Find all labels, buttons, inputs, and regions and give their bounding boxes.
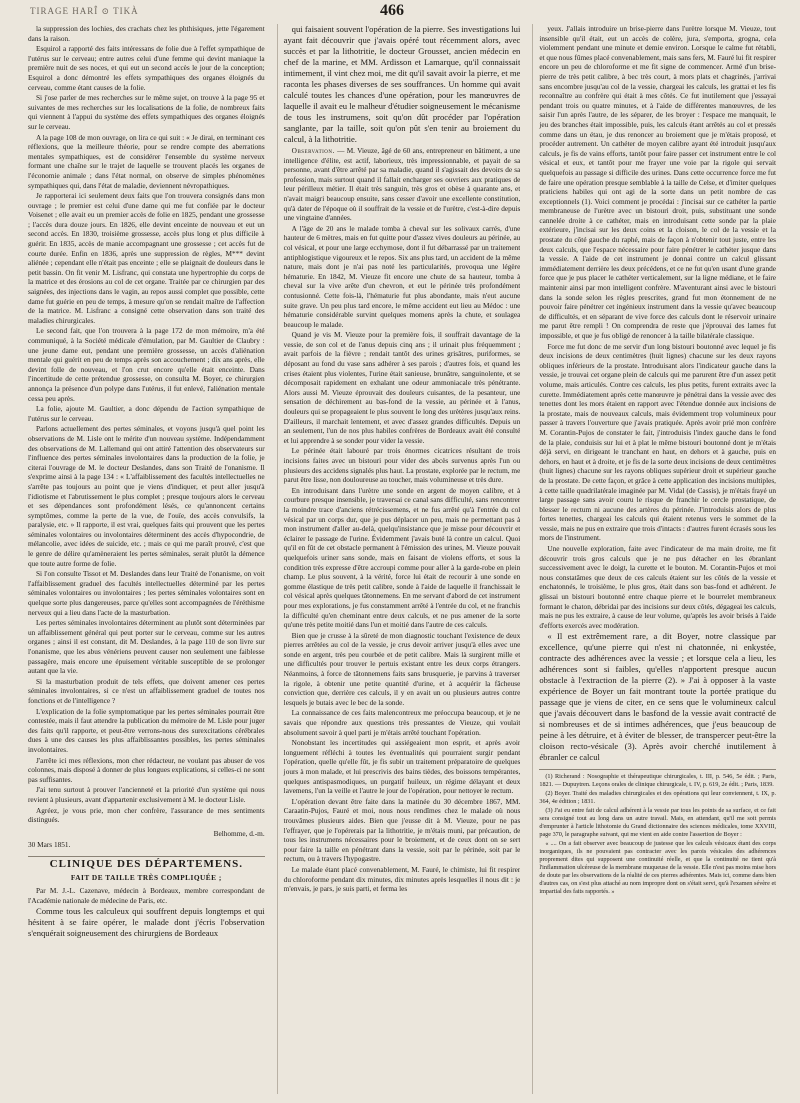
paragraph: Force me fut donc de me servir d'un long bistouri boutonné avec lequel je fis deux incisions de deux centimètres (huit lignes) chacune sur les deux rayons obliques inférieurs de la prostate. Introduisant alors l'indicateur gauche dans la vessie, je trouvai cet organe plein de calculs qui me parurent être d'un assez petit volume, mais articulés. Contre ces calculs, les plus petits, furent extraits avec la curette. Immédiatement après cette manœuvre je pénétrai dans la vessie avec des tenettes dont les mors étaient en rapport avec l'étendue donnée aux incisions de la prostate, mais de nouveaux calculs, mais évidemment trop volumineux pour passer à travers l'ouverture que j'avais pratiquée. Après avoir prié mon confrère M. Corantin-Pujos de constater le fait, j'introduisis l'index gauche dans le fond de la plaie, conduisis sur lui et à plat le même bistouri boutonné dont je m'étais déjà servi, en dirigeant le tranchant en haut, en dehors et à gauche, puis en dehors, en haut et à droite, et je fis de la sorte deux incisions de deux centimètres (huit lignes) chacune sur les rayons obliques supérieur droit et supérieur gauche de la prostate. De cette façon, et grâce à cette application des incisions multiples, à cette taille quadrilatérale imaginée par M. Vidal (de Cassis), je m'étais frayé un large passage sans avoir couru le risque de franchir le cercle prostatique, de blesser le rectum ni aucune des artères du périnée. J'introduisis alors de plus fortes tenettes, chargeai les calculs qui étaient retenus vers le sommet de la vessie, mais ne pus en extraire que trois d'intacts : d'autres furent écrasés sous les mors de l'instrument. (539, 341, 777, 543)
paragraph: Si l'on consulte Tissot et M. Deslandes dans leur Traité de l'onanisme, on voit l'affaiblissement graduel des facultés intellectuelles déterminé par les pertes séminales volontaires ou involontaires ; les pertes séminales volontaires sont en quelque sorte plus dangereuses, parce qu'elles sont accompagnées de l'éréthisme nerveux qui a lieu dans l'acte de la masturbation. (28, 569, 265, 617)
paragraph: La folie, ajoute M. Gaultier, a donc dépendu de l'action sympathique de l'utérus sur le cerveau. (28, 404, 265, 423)
paragraph: Si la masturbation produit de tels effets, que doivent amener ces pertes séminales involontaires, si ce n'est un affaiblissement graduel de toutes nos fonctions et de l'intelligence ? (28, 676, 265, 705)
paragraph: Parlons actuellement des pertes séminales, et voyons jusqu'à quel point les observations de M. Lisle ont le mérite d'un nouveau système. Indépendamment des observations de M. Lallemand qui ont attiré l'attention des observateurs sur l'influence des pertes séminales involontaires dans la production de la folie, je citerai l'ouvrage de M. le docteur Deslandes, dans son Traité de l'onanisme. Il s'exprime ainsi à la page 134 : « L'affaiblissement des facultés intellectuelles ne s'arrête pas toujours au point que je viens d'indiquer, et peut aller jusqu'à l'idiotisme et l'abrutissement le plus complet ; presque toujours alors le cerveau et ses dépendances sont profondément lésés, ce qu'annoncent certains symptômes, comme la perte de la vue, de l'ouïe, des accès convulsifs, la paralysie, etc. » Il rapporte, il est vrai, quelques faits qui prouvent que les pertes séminales volontaires ou involontaires déterminent des accès d'hypocondrie, de mélancolie, avec idées de suicide, etc. ; mais ce qui me paraît prouvé, c'est que le genre de délire qu'amèneraient les pertes séminales, serait plutôt la démence que toute autre forme de folie. (28, 424, 265, 568)
observation-label: Observation. (291, 146, 335, 155)
text-columns (28, 24, 776, 1094)
paragraph-text: — M. Vieuze, âgé de 60 ans, entrepreneur en bâtiment, a une intelligence d'élite, est actif, laborieux, très impressionnable, et payait de sa personne, avant d'être arrêté par sa maladie, quand il s'agissait des devoirs de sa profession, mais surtout quand il fallait encharger ses ouvriers aux pratiques de leur périlleux métier. Il était très sanguin, très gros et obèse à quarante ans, et n'avait maigri beaucoup ensuite, sans cesser d'avoir une excellente constitution, qu'à dater de l'époque où il souffrait de la vessie et de l'urètre, c'est-à-dire depuis une vingtaine d'années. (283, 146, 521, 223)
paragraph: A l'âge de 20 ans le malade tomba à cheval sur les solivaux carrés, d'une hauteur de 6 mètres, mais en fut quitte pour d'assez vives douleurs au périnée, au col vésical, et pour une large ecchymose, dont il fut débarrassé par un traitement antiphlogistique vigoureux et le repos. Six ans plus tard, un accident de la même nature, mais dont je n'ai pas noté les particularités, provoqua une légère hématurie. En 1842, M. Vieuze fit encore une chute de sa hauteur, tomba à cheval sur la vive arête d'un chevron, et eut le périnée très profondément contusionné. Cette fois-là, l'hématurie fut plus abondante, mais n'eut aucune suite grave. Un peu plus tard encore, le même accident eut lieu au Médoc : une hématurie considérable survint quelques momens après la chute, et soulagea beaucoup le malade. (283, 223, 521, 329)
article-title: FAIT DE TAILLE TRÈS COMPLIQUÉE ; (70, 873, 222, 883)
paragraph: J'arrête ici mes réflexions, mon cher rédacteur, ne voulant pas abuser de vos colonnes, mais disposé à donner de plus longues explications, si celles-ci ne sont pas suffisantes. (28, 755, 265, 784)
paragraph: Le second fait, que l'on trouvera à la page 172 de mon mémoire, m'a été communiqué, à la Société médicale d'émulation, par M. Gaultier de Claubry : une jeune dame eut, pendant une première grossesse, un accès d'aliénation mentale qui guérit en peu de temps après son accouchement ; dix ans après, elle devint folle de nouveau, et l'on crut encore qu'elle était enceinte. Dans l'incertitude de cette prétendue grossesse, on consulta M. Boyer, ce chirurgien annonça la présence d'un polype dans l'utérus, il fut enlevé, l'aliénation mentale cessa peu après. (28, 326, 265, 403)
paragraph: la suppression des lochies, des crachats chez les phthisiques, jette l'égarement dans la raison. (28, 24, 265, 43)
column-1 (28, 24, 265, 1094)
paragraph: Nonobstant les incertitudes qui assiégeaient mon esprit, et après avoir longuement réfléchi à toutes les éventualités qui pourraient surgir pendant l'opération, quelle qu'elle fût, je fis subir un traitement préparatoire de quelques jours à mon malade, et lui prescrivis des bains tièdes, des boissons tempérantes, quelques antispasmodiques, un purgatif huileux, un régime délayant et deux lavemens, l'un la veille et l'autre le jour de l'opération, pour nettoyer le rectum. (283, 738, 521, 796)
divider (28, 856, 265, 857)
column-2 (277, 24, 521, 1094)
footnotes (539, 769, 776, 896)
column-3 (532, 24, 776, 1094)
page-number: 466 (380, 2, 404, 19)
paragraph: Le périnée était labouré par trois énormes cicatrices résultant de trois incisions faites avec un bistouri pour vider des abcès survenus après l'un ou plusieurs des accidens signalés plus haut. La prostate, explorée par le rectum, me parut être lisse, non douloureuse au toucher, mais volumineuse et très dure. (283, 446, 521, 485)
paragraph: Une nouvelle exploration, faite avec l'indicateur de ma main droite, me fit découvrir trois gros calculs que je ne pus détacher en les ébranlant successivement avec le doigt, la curette et le bouton. M. Corantin-Pujos et moi nous constatâmes que deux de ces calculs étaient sur les côtés de la vessie et enchatonnés, le troisième, le plus gros, était dans son bas-fond et adhérent. Je glissai un bistouri boutonné entre chaque pierre et le bourrelet membraneux formant le chaton, débridai par des incisions sur deux côtés, dégageai les calculs, mais ne pus les extraire, à cause de leur volume, qu'après les avoir brisés à l'aide d'efforts exercés avec modération. (539, 544, 777, 630)
article-intro: Comme tous les calculeux qui souffrent depuis longtemps et qui hésitent à se faire opérer, le malade dont j'écris l'observation s'enquérait soigneusement des chirurgiens de Bordeaux (28, 906, 265, 939)
paragraph: Bien que je crusse à la sûreté de mon diagnostic touchant l'existence de deux pierres arrêtées au col de la vessie, je crus devoir arriver jusqu'à elles avec une sonde en argent, très peu courbée et de petit calibre. Mais là surgirent mille et une difficultés pour trouver le pertuis existant entre les deux corps étrangers. Néanmoins, à force de tâtonnemens faits sans brusquerie, je parvins à traverser la rigole, à obtenir une petite quantité d'urine, et à acquérir la fâcheuse conviction que, derrière ces calculs, il y en avait un ou plusieurs autres contre lesquels je butais avec le bec de la sonde. (283, 630, 521, 707)
paragraph: Agréez, je vous prie, mon cher confrère, l'assurance de mes sentiments distingués. (28, 805, 265, 825)
paragraph: Le malade étant placé convenablement, M. Fauré, le chimiste, lui fit respirer du chloroforme pendant dix minutes, dix minutes après lesquelles il nous dit : je m'envais, je pars, je suis parti, et ferma les (283, 864, 521, 894)
footnote: (3) J'ai eu entre fait de calcul adhérent à la vessie par tous les points de sa surface, et ce fait sera consigné tout au long dans un autre travail. Mais, en attendant, qu'il me soit permis d'emprunter à l'article lithotomie du Grand dictionnaire des sciences médicales, tome XXVIII, page 370, le paragraphe suivant, qui me vient en aide contre l'assertion de Boyer : (539, 807, 777, 839)
paragraph: En introduisant dans l'urètre une sonde en argent de moyen calibre, et à courbure presque insensible, je traversai ce canal sans difficulté, sans rencontrer la moindre trace d'anciens rétrécissemens, et ne fus arrêté qu'à l'entrée du col vésical par un corps dur, que je pus déplacer un peu, mais ne permettant pas à mon instrument d'aller au-delà, quelqu'insistance que je misse pour découvrir et éclairer le passage de l'urine. Évidemment j'avais buté là contre un calcul. Quoi qu'il en fût de cet obstacle permanent à l'émission des urines, M. Vieuze pouvait quelquefois uriner sans sonde, mais en faisant de violens efforts, et sous la condition très expresse d'être accroupi comme pour aller à la garde-robe en plein champ. Le plus souvent, à la vérité, force lui était de recourir à une sonde en gomme élastique de très petit calibre, sonde à l'aide de laquelle il franchissait le col vésical après quelques tâtonnemens. En me servant d'abord de cet instrument pour mes explorations, je fus constamment arrêté à l'entrée du col, et ne franchis la difficulté qu'en cheminant entre deux calculs, et ne pus amener de la sorte qu'une très petite moitié dans l'un et moitié dans l'autre de ces calculs. (283, 485, 521, 630)
letter-date: 30 Mars 1851. (28, 840, 71, 850)
article-intro-continued: qui faisaient souvent l'opération de la pierre. Ses investigations lui ayant fait découvrir que j'avais opéré tout récemment alors, avec succès et par la lithotritie, le docteur Grousset, ancien médecin en chef de la marine, et MM. Ardisson et Lamarque, qu'il connaissait intimement, il vint chez moi, me dit qu'il savait avoir la pierre, et me raconta les phases diverses de ses souffrances. Un homme qui avait calculé toutes les chances d'une opération, pour les manœuvres de laquelle il avait eu le malheur d'étudier soigneusement le mécanisme de tous les instrumens, soit qu'on dût procéder par l'opération sanglante, par la taille, soit qu'on pût s'en tenir au broiement du calcul, à la lithotritie. (283, 24, 521, 144)
paragraph: Je rapporterai ici seulement deux faits que l'on trouvera consignés dans mon ouvrage ; le premier est celui d'une dame qui me fut confiée par le docteur Voisenet ; elle avait eu un premier accès de folie en 1825, pendant une grossesse ; l'accès dura douze jours. En 1826, elle devint enceinte de nouveau et eut un second accès. En 1830, troisième grossesse, accès plus long et plus difficile à guérir. En 1835, accès de manie accompagnant une grossesse ; cet accès fut de courte durée. Enfin en 1836, après une suppression de règles, M*** devint aliénée ; cependant elle n'était pas enceinte ; elle se plaignait de douleurs dans le petit bassin. On fit venir M. Lisfranc, qui constata une hypertrophie du corps de la matrice et des érosions au col de cet organe. Traitée par ce chirurgien par des saignées, des injections dans le vagin, au repos aussi complet que possible, cette dame fut guérie en peu de temps, à mesure qu'on se rendait maître de l'affection de la matrice. M. Lisfranc a consigné cette observation dans son traité des maladies chirurgicales. (28, 191, 265, 325)
paragraph: L'explication de la folie symptomatique par les pertes séminales pourrait être contestée, mais il faut attendre la publication du mémoire de M. Lisle pour juger des faits qu'il rapporte, et peut-être verrons-nous des surexcitations cérébrales dues à une des causes les plus affaiblissantes possibles, les pertes séminales involontaires. (28, 706, 265, 754)
paragraph: « Il est extrêmement rare, a dit Boyer, notre classique par excellence, qu'une pierre qui n'est ni chatonnée, ni enkystée, contracte des adhérences avec la vessie ; et lorsque cela a lieu, les adhérences sont si faibles, qu'elles n'apportent presque aucun obstacle à l'extraction de la pierre (2). » J'ai à opposer à la vaste expérience de Boyer un fait montrant toute la portée pratique du passage que je viens de citer, en ce sens que le volumineux calcul que j'avais découvert dans le basfond de la vessie avait contracté de si nombreuses et de si intimes adhérences, que j'eus beaucoup de peine à les détruire, et à éviter de blesser, de transpercer peut-être la cloison recto-vésicale (3). Après avoir cherché inutilement à ébranler ce calcul (539, 631, 777, 763)
masthead: TIRAGE HARÎ ⊙ TIKÀ (30, 5, 139, 16)
paragraph: yeux. J'allais introduire un brise-pierre dans l'urètre lorsque M. Vieuze, tout insensible qu'il était, eut un accès de colère, jura, s'emporta, grogna, cela violemment pendant une minute et demie environ. Lorsque le calme fut rétabli, et que nous fûmes placé convenablement, mais sans fers, M. Fauré lui fit respirer encore un peu de chloroforme et me fit signe de commencer. Armé d'un brise-pierre de très petit calibre, à bec très court, à mors plats et chagrinés, j'arrivai sans encombre jusqu'au col de la vessie, chargeai les calculs, les grattai et les fis reconnaître au confrère qui était à mes côtés. Ce fut inutilement que j'essayai pendant trois ou quatre minutes, et à l'aide de différentes manœuvres, de les saisir l'un après l'autre, de les séparer, de les broyer : l'espace me manquait, le jeu des branches était impossible, puis, les calculs étant arrêtés au col et pressés comme dans un étau, je dus renoncer au broiement que je m'étais proposé, et procéder autrement. Un cathéter de moyen calibre ayant été introduit jusqu'aux calculs, je fis de vains efforts, tantôt pour faire passer cet instrument entre le col vésical et eux, et tantôt pour me frayer une voie par la rigole qui servait quelquefois au passage si difficile des urines. Dans cette occurrence force me fut de faire une opération presque semblable à la taille de Celse, et d'imiter quelques praticiens habiles qui ont agi de la sorte dans un petit nombre de cas exceptionnels (1). Voici comment je procédai : j'incisai sur ce cathéter la partie membraneuse de l'urètre avec un bistouri droit, puis, substituant une sonde cannelée droite à ce cathéter, mais en introduisant cette sonde par la plaie extérieure, j'incisai sur les deux coins et la cloison, le col de la vessie et la prostate du côté gauche du raphé, mais de façon à n'obtenir tout juste, entre les deux calculs, que l'espace nécessaire pour faire pénétrer le cathéter jusque dans la vessie. A l'aide de cet instrument je donnai contre un calcul glissant immédiatement derrière les deux précédens, et ce ne fut qu'en usant d'une grande force que je pus placer le cathéter verticalement, sur la ligne médiane, et le faire maintenir ainsi par mon intelligent confrère. M'aventurant ainsi avec le bistouri dans la sonde selon les règles prescrites, grand fut mon étonnement de ne pouvoir faire pénétrer cet ingénieux instrument dans la vessie qu'avec beaucoup de difficultés, et en séparant de vive force des calculs dont le réservoir urinaire me parut être rempli ! On comprendra de reste que j'éprouvai des lames fut impossible, et que je fus obligé de renoncer à la taille bilatérale classique. (539, 24, 777, 340)
paragraph: L'opération devant être faite dans la matinée du 30 décembre 1867, MM. Caraatin-Pujos, Fauré et moi, nous nous rendîmes chez le malade où nous trouvâmes plusieurs aides. Bien que j'eusse dit à M. Vieuze, pour ne pas l'effrayer, que je l'opérerais par la lithotritie, je m'étais muni, par précaution, de tous les instrumens nécessaires pour le broiement, et de ceux dont on se sert pour faire la taille en pénétrant dans la vessie, soit par le périnée, soit par le rectum, ou à travers l'hypogastre. (283, 796, 521, 864)
paragraph: Esquirol a rapporté des faits intéressans de folie due à l'effet sympathique de l'utérus sur le cerveau; entre autres celui d'une femme qui devint maniaque la première nuit de ses noces, et qui eut un second accès le jour de la conception; Esquirol a donc démontré les effets sympathiques des organes éloignés du cerveau, comme étant causes de la folie. (28, 44, 265, 92)
footnote: « .... On a fait observer avec beaucoup de justesse que les calculs vésicaux étant des corps inorganiques, ils ne pouvaient pas contracter avec les parois vésicales des adhérences proprement dites qui supposent une continuité réelle, et que la continuité ne tient qu'à l'inflammation ulcéreuse de la membrane muqueuse de la vessie. Elle n'est pas moins mise hors de doute par les observations de la réalité de ces pierres adhérentes. Mais ici, comme dans bien d'autres cas, on s'est plus attaché au nom impropre dont on s'était servi, qu'à l'examen sévère et impartial des faits rapportés. » (539, 840, 777, 896)
paragraph: A la page 108 de mon ouvrage, on lira ce qui suit : « Je dirai, en terminant ces réflexions, que la meilleure théorie, pour se rendre compte des aberrations mentales sympathiques, est de considérer l'ensemble du système nerveux formant une chaîne sur le trajet de laquelle se trouvent placés les organes de l'économie animale ; dans l'état normal, on observe de simples phénomènes sympathiques qui, dans l'état de maladie, deviennent névropathiques. (28, 132, 265, 190)
page-header (0, 0, 800, 22)
byline: Par M. J.-L. Cazenave, médecin à Bordeaux, membre correspondant de l'Académie nationale de médecine de Paris, etc. (28, 886, 265, 905)
footnote: (2) Boyer. Traité des maladies chirurgicales et des opérations qui leur conviennent, t. IX, p. 364, 4e édition ; 1831. (539, 790, 777, 806)
paragraph: Quand je vis M. Vieuze pour la première fois, il souffrait davantage de la vessie, de son col et de l'anus depuis cinq ans ; il urinait plus fréquemment ; avait parfois de la fièvre ; rendait tantôt des urines grisâtres, puriformes, se déposant au fond du vase sans adhérer à ses parois ; d'autres fois, et quand les crises étaient plus violentes, l'urine était sanieuse, brunâtre, sanguinolente, et se décomposait rapidement en exhalant une odeur ammoniacale très pénétrante. Alors aussi M. Vieuze éprouvait des douleurs cuisantes, de la pesanteur, une sensation de déchirement au bas-fond de la vessie, au périnée et à l'anus, douleurs qui se propageaient le plus souvent le long des urètères jusqu'aux reins. D'ailleurs, il marchait lentement, et avec d'assez grandes difficultés. Depuis un an seulement, l'un de nos plus habiles confrères de Bordeaux avait été consulté et lui apprendre à se sonder pour vider la vessie. (283, 330, 521, 445)
paragraph: J'ai tenu surtout à prouver l'ancienneté et la priorité d'un système qui nous revient à plusieurs, avant d'appartenir exclusivement à M. le docteur Lisle. (28, 785, 265, 804)
paragraph (284, 146, 521, 223)
section-title: CLINIQUE DES DÉPARTEMENS. (49, 857, 244, 870)
paragraph: Si j'ose parler de mes recherches sur le même sujet, on trouve à la page 95 et suivantes de mes recherches sur les localisations de la folie, de nombreux faits qui viennent à l'appui du système des effets sympathiques des organes éloignés sur le cerveau. (28, 93, 265, 131)
signature: Belhomme, d.-m. (213, 828, 265, 838)
footnote: (1) Richerand : Nosographie et thérapeutique chirurgicales, t. III, p. 546, 5e édit. ; Paris, 1821. — Dupuytren. Leçons orales de clinique chirurgicale, t. IV, p. 619, 2e édit. ; Paris, 1839. (539, 773, 777, 789)
paragraph: Les pertes séminales involontaires déterminent au plutôt sont déterminées par un affaiblissement général qui peut porter sur le cerveau, comme sur les autres organes ; ainsi il est constant, dit M. Deslandes, à la page 110 de son livre sur l'onanisme, que les abus vénériens peuvent causer non seulement une faiblesse passagère, mais encore une épuisement véritable susceptible de se prolonger autant que la vie. (28, 618, 265, 676)
paragraph: La connaissance de ces faits malencontreux me préoccupa beaucoup, et je ne savais que répondre aux questions très pressantes de Vieuze, qui voulait absolument savoir à quel parti je m'étais arrêté touchant l'opération. (283, 708, 521, 737)
